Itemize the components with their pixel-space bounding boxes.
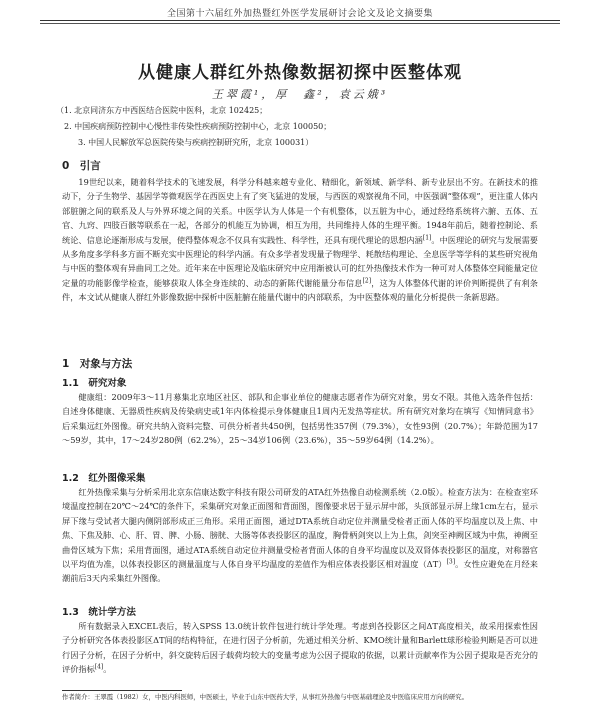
reference-marker: [4] (94, 663, 104, 671)
statistics-paragraph: 所有数据录入EXCEL表后，转入SPSS 13.0统计软件包进行统计学处理。考虑到各投影区之间ΔT高度相关，故采用探索性因子分析研究各体表投影区ΔT间的结构特征，在进行因子分析前，先通过相关分析、KMO统计量和Barlett球形检验判断是否可以进行因子分析，在因子分析中，斜交旋转后因子载荷均较大的变量考虑为公因子提取的依据，以累计贡献率作为公因子提取是否充分的评价指标[4]。 (62, 621, 538, 675)
subsection-heading-infrared-imaging: 1.2 红外图像采集 (62, 473, 146, 484)
footnote-rule (62, 690, 182, 691)
introduction-paragraph: 19世纪以来，随着科学技术的飞速发展，科学分科越来越专业化、精细化，新领域、新学科、新专业层出不穷。在新技术的推动下，分子生物学、基因学等微观医学在西医史上有了突飞猛进的发展，与西医的观察视角不同，中医强调“整体观”，更注重人体内部脏腑之间的联系及人与外界环境之间的关系。中医学认为人体是一个有机整体，以五脏为中心，通过经络系统将六腑、五体、五官、九窍、四肢百骸等联系在一起，各部分的机能互为协调，相互为用，共同维持人体的生理平衡。1948年前后，随着控制论、系统论、信息论逐渐形成与发展，使得整体观念不仅具有实践性、科学性，还具有现代理论的思想内涵[1]。中医理论的研究与发展需要从多角度多学科多方面不断充实中医理论的科学内涵。有众多学者发现量子物理学、耗散结构理论、全息医学等学科的某些研究视角与中医的整体观有异曲同工之处。近年来在中医理论及临床研究中应用渐被认可的红外热像技术作为一种可对人体整体空间能量定位定量的功能影像学检查，能够获取人体全身连续的、动态的新陈代谢能量分布信息[2]，这为人体整体代谢的评价判断提供了有利条件，本文试从健康人群红外影像数据中探析中医脏腑在能量代谢中的内部联系，为中医整体观的量化分析提供一条新思路。 (62, 177, 538, 303)
reference-marker: [2] (362, 277, 372, 285)
section-heading-introduction: 0 引言 (62, 160, 101, 172)
section-heading-methods: 1 对象与方法 (62, 358, 133, 370)
infrared-imaging-paragraph: 红外热像采集与分析采用北京东信康达数字科技有限公司研发的ATA红外热像自动检测系统（2.0版）。检查方法为：在检查室环境温度控制在20℃～24℃的条件下，采集研究对象正面图和背面图，图像要求居于显示屏中部，头顶部显示屏上缘1cm左右，显示屏下缘与受试者大腿内侧阴部形成正三角形。采用正面图，通过DTA系统自动定位并测量受检者正面人体的平均温度以及上焦、中焦、下焦及肺、心、肝、胃、脾、小肠、膀胱、大肠等体表投影区的温度，胸骨柄剑突以上为上焦，剑突至神阙区域为中焦，神阙至曲骨区域为下焦；采用背面图，通过ATA系统自动定位并测量受检者背面人体的自身平均温度以及双肾体表投影区的温度，对称器官以平均值为准，以体表投影区的测量温度与人体自身平均温度的差值作为相应体表投影区相对温度（ΔT）[3]。女性应避免在月经来潮前后3天内采集红外图像。 (62, 487, 538, 584)
subjects-paragraph: 健康组：2009年3～11月募集北京地区社区、部队和企事业单位的健康志愿者作为研究对象，男女不限。其他入选条件包括：自述身体健康、无器质性疾病及传染病史或1年内体检提示身体健康且1周内无发热等症状。所有研究对象均在填写《知情同意书》后采集远红外图像。研究共纳入资料完整、可供分析者共450例，包括男性357例（79.3%），女性93例（20.7%）；年龄范围为17～59岁，其中，17～24岁280例（62.2%），25～34岁106例（23.6%），35～59岁64例（14.2%）。 (62, 392, 538, 446)
subsection-heading-statistics: 1.3 统计学方法 (62, 607, 136, 618)
affiliation-1: （1. 北京同济东方中西医结合医院中医科，北京 102425； (56, 106, 268, 115)
subsection-heading-subjects: 1.1 研究对象 (62, 378, 127, 389)
header-rule-thin (40, 23, 560, 24)
affiliation-list (56, 103, 544, 151)
header-rule (40, 20, 560, 21)
author-footnote: 作者简介：王翠霞（1982）女，中医内科医师，中医硕士，毕业于山东中医药大学，从事红外热像与中医基础理论及中医临床应用方向的研究。 (62, 693, 469, 701)
running-head: 全国第十六届红外加热暨红外医学发展研讨会论文及论文摘要集 (166, 9, 433, 19)
affiliation-2: 2. 中国疾病预防控制中心慢性非传染性疾病预防控制中心，北京 100050； (64, 122, 332, 131)
affiliation-3: 3. 中国人民解放军总医院传染与疾病控制研究所，北京 100031） (78, 138, 314, 147)
reference-marker: [3] (446, 558, 456, 566)
reference-marker: [1] (422, 233, 432, 241)
author-list: 王翠霞¹，厚 鑫²，袁云娥³ (211, 88, 389, 101)
paper-title: 从健康人群红外热像数据初探中医整体观 (138, 63, 462, 83)
